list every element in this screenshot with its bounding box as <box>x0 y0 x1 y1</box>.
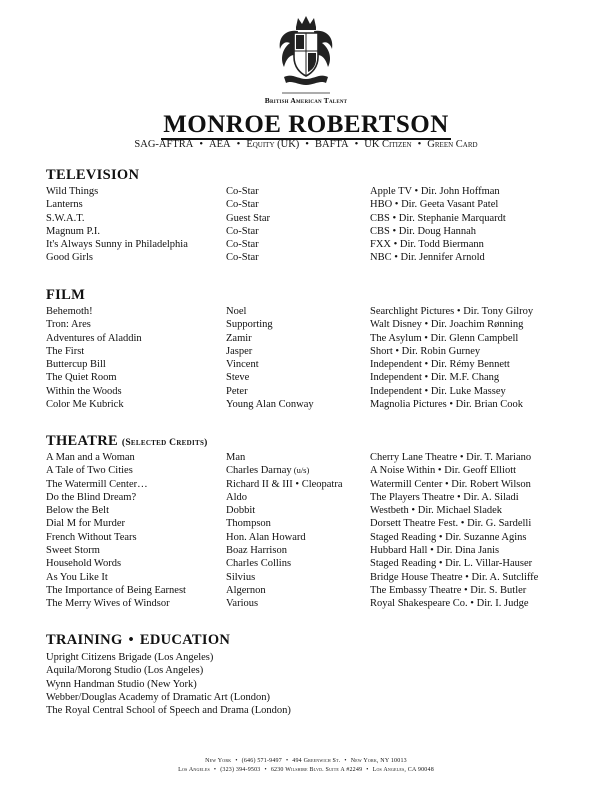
footer-part: 6230 Wilshire Blvd. Suite A #2249 <box>270 767 363 773</box>
credit-role: Aldo <box>226 491 247 503</box>
training-item: The Royal Central School of Speech and Drama (London) <box>46 705 291 717</box>
credit-title: Sweet Storm <box>46 545 100 557</box>
credit-role: Charles Darnay (u/s) <box>226 465 310 477</box>
credit-title: It's Always Sunny in Philadelphia <box>46 239 188 251</box>
credit-row <box>46 478 576 491</box>
credit-role: Co-Star <box>226 199 259 211</box>
union-item: Equity (UK) <box>246 139 300 150</box>
credit-title: A Tale of Two Cities <box>46 465 133 477</box>
footer-los-angeles: Los Angeles • (323) 394-9503 • 6230 Wilshire Blvd. Suite A #2249 • Los Angeles, CA 90048 <box>178 767 434 773</box>
credit-company: Royal Shakespeare Co. • Dir. I. Judge <box>370 598 529 610</box>
section-title-film: FILM <box>46 287 86 303</box>
union-item: Green Card <box>427 139 478 150</box>
credit-role: Co-Star <box>226 252 259 264</box>
credit-role: Supporting <box>226 319 273 331</box>
credit-title: Magnum P.I. <box>46 225 100 237</box>
credit-role: Boaz Harrison <box>226 545 287 557</box>
footer-part: 494 Greenwich St. <box>292 758 341 764</box>
credit-title: The Merry Wives of Windsor <box>46 598 170 610</box>
credit-role: Zamir <box>226 332 252 344</box>
credit-role: Guest Star <box>226 212 271 224</box>
credit-row <box>46 358 576 371</box>
footer-part: (323) 394-9503 <box>220 767 261 773</box>
union-item: AEA <box>209 139 231 150</box>
credit-role: Steve <box>226 372 250 384</box>
credit-role: Vincent <box>226 359 259 371</box>
education-title: EDUCATION <box>139 632 231 648</box>
credit-row <box>46 225 576 238</box>
understudy-note: (u/s) <box>291 465 310 476</box>
credit-company: CBS • Dir. Doug Hannah <box>370 225 477 237</box>
credit-role: Algernon <box>226 584 266 596</box>
credit-company: The Asylum • Dir. Glenn Campbell <box>370 332 519 344</box>
credit-company: A Noise Within • Dir. Geoff Elliott <box>370 465 517 477</box>
training-item: Aquila/Morong Studio (Los Angeles) <box>46 665 204 677</box>
credit-company: Independent • Dir. Rémy Bennett <box>370 359 510 371</box>
credit-role: Richard II & III • Cleopatra <box>226 478 343 490</box>
credit-role: Co-Star <box>226 239 259 251</box>
credit-role: Hon. Alan Howard <box>226 531 306 543</box>
credit-company: Dorsett Theatre Fest. • Dir. G. Sardelli <box>370 518 532 530</box>
credit-title: Wild Things <box>46 186 99 197</box>
credit-row <box>46 238 576 251</box>
credit-title: Behemoth! <box>46 306 93 317</box>
credit-row <box>46 544 576 557</box>
credit-title: The First <box>46 345 85 357</box>
footer-new-york: New York • (646) 571-9497 • 494 Greenwich St. • New York, NY 10013 <box>205 758 407 764</box>
credit-row <box>46 398 576 411</box>
credit-title: Good Girls <box>46 252 93 264</box>
credit-title: Tron: Ares <box>46 319 91 331</box>
credit-company: Staged Reading • Dir. L. Villar-Hauser <box>370 558 533 570</box>
credit-company: The Embassy Theatre • Dir. S. Butler <box>370 584 527 596</box>
footer-part: New York, NY 10013 <box>350 758 407 764</box>
theatre-credits <box>46 451 576 611</box>
credit-row <box>46 251 576 264</box>
credit-role: Various <box>226 598 259 610</box>
footer-part: (646) 571-9497 <box>241 758 282 764</box>
section-title-television: TELEVISION <box>46 167 140 183</box>
credit-title: Household Words <box>46 558 122 570</box>
credit-row <box>46 345 576 358</box>
credit-title: The Watermill Center… <box>46 478 148 490</box>
credit-role: Young Alan Conway <box>226 399 314 411</box>
agency-name: British American Talent <box>264 96 348 105</box>
training-list <box>46 651 291 717</box>
actor-name <box>0 111 612 139</box>
credit-role: Man <box>226 452 246 463</box>
training-item: Webber/Douglas Academy of Dramatic Art (London) <box>46 691 270 703</box>
credit-company: Walt Disney • Dir. Joachim Rønning <box>370 319 524 331</box>
credit-company: NBC • Dir. Jennifer Arnold <box>370 252 485 264</box>
credit-row <box>46 504 576 517</box>
footer-part: Los Angeles, CA 90048 <box>372 767 434 773</box>
credit-title: As You Like It <box>46 571 108 583</box>
union-item: BAFTA <box>314 139 349 150</box>
credit-row <box>46 517 576 530</box>
credit-title: Lanterns <box>46 199 83 211</box>
credit-row <box>46 305 576 318</box>
training-title: TRAINING <box>46 632 123 648</box>
footer-part: New York <box>205 758 232 764</box>
credit-row <box>46 584 576 597</box>
credit-role: Jasper <box>226 345 253 357</box>
credit-company: Westbeth • Dir. Michael Sladek <box>370 505 503 517</box>
credit-row <box>46 491 576 504</box>
credit-company: Searchlight Pictures • Dir. Tony Gilroy <box>370 306 534 317</box>
credit-title: The Importance of Being Earnest <box>46 584 186 596</box>
credit-row <box>46 371 576 384</box>
credit-role: Noel <box>226 306 247 317</box>
credit-role: Peter <box>226 385 248 397</box>
credit-row <box>46 571 576 584</box>
credit-title: Adventures of Aladdin <box>46 332 142 344</box>
credit-row <box>46 332 576 345</box>
theatre-title: THEATRE <box>46 433 118 449</box>
credit-company: Short • Dir. Robin Gurney <box>370 345 481 357</box>
credit-role: Co-Star <box>226 225 259 237</box>
credit-company: CBS • Dir. Stephanie Marquardt <box>370 212 506 224</box>
crest-logo-icon <box>276 13 336 97</box>
television-credits <box>46 185 576 265</box>
credit-row <box>46 531 576 544</box>
credit-row <box>46 464 576 477</box>
credit-row <box>46 385 576 398</box>
credit-row <box>46 597 576 610</box>
theatre-subtitle: (Selected Credits) <box>121 438 208 448</box>
credit-title: A Man and a Woman <box>46 452 135 463</box>
credit-company: Magnolia Pictures • Dir. Brian Cook <box>370 399 523 411</box>
credit-title: French Without Tears <box>46 531 137 543</box>
credit-role: Charles Collins <box>226 558 292 570</box>
section-title-training: TRAINING • EDUCATION <box>46 632 231 648</box>
credit-company: Cherry Lane Theatre • Dir. T. Mariano <box>370 452 532 463</box>
credit-company: Independent • Dir. M.F. Chang <box>370 372 500 384</box>
credit-title: Do the Blind Dream? <box>46 491 137 503</box>
credit-title: Color Me Kubrick <box>46 399 124 411</box>
credit-title: S.W.A.T. <box>46 212 85 224</box>
credit-role: Silvius <box>226 571 256 583</box>
union-item: UK Citizen <box>364 139 412 150</box>
credit-row <box>46 212 576 225</box>
credit-company: Apple TV • Dir. John Hoffman <box>370 186 500 197</box>
credit-title: Within the Woods <box>46 385 122 397</box>
credit-title: The Quiet Room <box>46 372 117 384</box>
credit-company: The Players Theatre • Dir. A. Siladi <box>370 491 519 503</box>
credit-company: FXX • Dir. Todd Biermann <box>370 239 484 251</box>
credit-role: Thompson <box>226 518 271 530</box>
credit-company: Bridge House Theatre • Dir. A. Sutcliffe <box>370 571 539 583</box>
credit-role: Dobbit <box>226 505 256 517</box>
credit-row <box>46 451 576 464</box>
credit-row <box>46 557 576 570</box>
training-item: Wynn Handman Studio (New York) <box>46 678 197 690</box>
credit-title: Below the Belt <box>46 505 109 517</box>
credit-company: Hubbard Hall • Dir. Dina Janis <box>370 545 500 557</box>
training-item: Upright Citizens Brigade (Los Angeles) <box>46 652 214 663</box>
section-title-theatre <box>46 433 208 450</box>
actor-name-text: MONROE ROBERTSON <box>163 111 449 138</box>
credit-company: HBO • Dir. Geeta Vasant Patel <box>370 199 499 211</box>
union-affiliations: SAG-AFTRA • AEA • Equity (UK) • BAFTA • UK Citizen • Green Card <box>134 139 478 150</box>
film-credits <box>46 305 576 411</box>
credit-title: Dial M for Murder <box>46 518 126 530</box>
union-item: SAG-AFTRA <box>134 139 194 150</box>
credit-title: Buttercup Bill <box>46 359 106 371</box>
footer-part: Los Angeles <box>178 767 210 773</box>
credit-company: Staged Reading • Dir. Suzanne Agins <box>370 531 527 543</box>
credit-row <box>46 318 576 331</box>
credit-row <box>46 185 576 198</box>
credit-company: Watermill Center • Dir. Robert Wilson <box>370 478 531 490</box>
credit-row <box>46 198 576 211</box>
credit-role: Co-Star <box>226 186 259 197</box>
credit-company: Independent • Dir. Luke Massey <box>370 385 506 397</box>
